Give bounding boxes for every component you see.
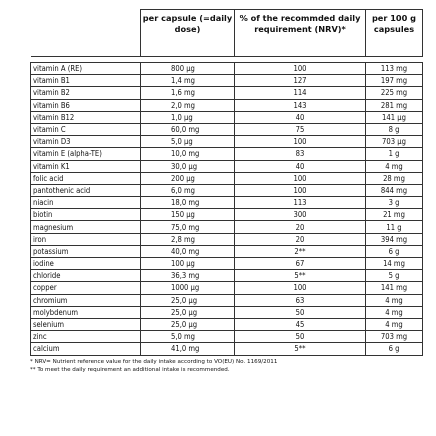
- header-per-100g: per 100 g capsules: [366, 10, 423, 57]
- dose-per-capsule: 200 µg: [141, 172, 235, 184]
- nutrient-name: vitamin E (alpha-TE): [31, 148, 141, 160]
- nrv-percent: 67: [235, 258, 366, 270]
- footnote-nrv: * NRV= Nutrient reference value for the daily intake according to VO(EU) No. 1169/2011: [30, 358, 278, 365]
- nutrient-name: pantothenic acid: [31, 184, 141, 196]
- nutrient-name: magnesium: [31, 221, 141, 233]
- amount-per-100g: 6 g: [366, 245, 423, 257]
- dose-per-capsule: 800 µg: [141, 63, 235, 75]
- dose-per-capsule: 41,0 mg: [141, 343, 235, 355]
- nutrient-name: vitamin B6: [31, 99, 141, 111]
- nrv-percent: 100: [235, 282, 366, 294]
- nrv-percent: 114: [235, 87, 366, 99]
- table-row: [31, 294, 423, 306]
- table-row: [31, 75, 423, 87]
- table-row: [31, 306, 423, 318]
- amount-per-100g: 703 mg: [366, 331, 423, 343]
- amount-per-100g: 6 g: [366, 343, 423, 355]
- dose-per-capsule: 5,0 mg: [141, 331, 235, 343]
- dose-per-capsule: 25,0 µg: [141, 294, 235, 306]
- table-row: [31, 99, 423, 111]
- amount-per-100g: 5 g: [366, 270, 423, 282]
- nrv-percent: 75: [235, 123, 366, 135]
- table-row: [31, 87, 423, 99]
- table-row: [31, 221, 423, 233]
- nutrient-name: vitamin K1: [31, 160, 141, 172]
- dose-per-capsule: 30,0 µg: [141, 160, 235, 172]
- nrv-percent: 40: [235, 111, 366, 123]
- dose-per-capsule: 2,8 mg: [141, 233, 235, 245]
- nutrient-name: potassium: [31, 245, 141, 257]
- amount-per-100g: 281 mg: [366, 99, 423, 111]
- dose-per-capsule: 25,0 µg: [141, 318, 235, 330]
- nutrient-name: folic acid: [31, 172, 141, 184]
- nrv-percent: 127: [235, 75, 366, 87]
- table-row: [31, 111, 423, 123]
- nrv-percent: 2**: [235, 245, 366, 257]
- table-row: [31, 331, 423, 343]
- nrv-percent: 50: [235, 306, 366, 318]
- table-row: [31, 318, 423, 330]
- nutrient-name: vitamin C: [31, 123, 141, 135]
- amount-per-100g: 141 mg: [366, 282, 423, 294]
- nutrition-table-container: [30, 9, 422, 374]
- dose-per-capsule: 25,0 µg: [141, 306, 235, 318]
- nrv-percent: 100: [235, 136, 366, 148]
- nutrient-name: vitamin B1: [31, 75, 141, 87]
- dose-per-capsule: 75,0 mg: [141, 221, 235, 233]
- amount-per-100g: 8 g: [366, 123, 423, 135]
- dose-per-capsule: 150 µg: [141, 209, 235, 221]
- nrv-percent: 50: [235, 331, 366, 343]
- nutrient-name: calcium: [31, 343, 141, 355]
- amount-per-100g: 703 µg: [366, 136, 423, 148]
- table-row: [31, 172, 423, 184]
- nrv-percent: 5**: [235, 343, 366, 355]
- nutrient-name: iron: [31, 233, 141, 245]
- nutrient-name: iodine: [31, 258, 141, 270]
- dose-per-capsule: 1,6 mg: [141, 87, 235, 99]
- nutrition-table: [30, 9, 423, 356]
- amount-per-100g: 197 mg: [366, 75, 423, 87]
- nrv-percent: 20: [235, 221, 366, 233]
- amount-per-100g: 225 mg: [366, 87, 423, 99]
- dose-per-capsule: 60,0 mg: [141, 123, 235, 135]
- header-blank-cell: [31, 10, 141, 57]
- amount-per-100g: 1 g: [366, 148, 423, 160]
- amount-per-100g: 14 mg: [366, 258, 423, 270]
- dose-per-capsule: 6,0 mg: [141, 184, 235, 196]
- nrv-percent: 20: [235, 233, 366, 245]
- dose-per-capsule: 1,0 µg: [141, 111, 235, 123]
- nutrient-rows: [31, 63, 423, 356]
- table-row: [31, 258, 423, 270]
- nrv-percent: 40: [235, 160, 366, 172]
- amount-per-100g: 141 µg: [366, 111, 423, 123]
- nutrient-name: vitamin B2: [31, 87, 141, 99]
- amount-per-100g: 4 mg: [366, 306, 423, 318]
- dose-per-capsule: 40,0 mg: [141, 245, 235, 257]
- header-row: [31, 10, 423, 57]
- dose-per-capsule: 18,0 mg: [141, 197, 235, 209]
- amount-per-100g: 21 mg: [366, 209, 423, 221]
- table-row: [31, 160, 423, 172]
- nutrient-name: chromium: [31, 294, 141, 306]
- dose-per-capsule: 5,0 µg: [141, 136, 235, 148]
- nutrient-name: zinc: [31, 331, 141, 343]
- amount-per-100g: 844 mg: [366, 184, 423, 196]
- nutrient-name: molybdenum: [31, 306, 141, 318]
- table-row: [31, 209, 423, 221]
- nrv-percent: 100: [235, 63, 366, 75]
- table-row: [31, 184, 423, 196]
- table-row: [31, 136, 423, 148]
- dose-per-capsule: 1000 µg: [141, 282, 235, 294]
- nrv-percent: 300: [235, 209, 366, 221]
- nrv-percent: 83: [235, 148, 366, 160]
- amount-per-100g: 3 g: [366, 197, 423, 209]
- nutrient-name: vitamin A (RE): [31, 63, 141, 75]
- amount-per-100g: 28 mg: [366, 172, 423, 184]
- dose-per-capsule: 1,4 mg: [141, 75, 235, 87]
- amount-per-100g: 4 mg: [366, 294, 423, 306]
- nrv-percent: 63: [235, 294, 366, 306]
- nrv-percent: 100: [235, 184, 366, 196]
- nutrient-name: biotin: [31, 209, 141, 221]
- footnote-additional-intake: ** To meet the daily requirement an additional intake is recommended.: [30, 366, 230, 373]
- footnotes: [30, 358, 422, 374]
- table-row: [31, 233, 423, 245]
- header-per-capsule: per capsule (=daily dose): [141, 10, 235, 57]
- dose-per-capsule: 10,0 mg: [141, 148, 235, 160]
- nutrient-name: vitamin D3: [31, 136, 141, 148]
- nutrient-name: copper: [31, 282, 141, 294]
- table-row: [31, 63, 423, 75]
- nrv-percent: 5**: [235, 270, 366, 282]
- amount-per-100g: 4 mg: [366, 160, 423, 172]
- table-row: [31, 197, 423, 209]
- amount-per-100g: 11 g: [366, 221, 423, 233]
- amount-per-100g: 4 mg: [366, 318, 423, 330]
- table-row: [31, 343, 423, 355]
- dose-per-capsule: 36,3 mg: [141, 270, 235, 282]
- nrv-percent: 113: [235, 197, 366, 209]
- header-nrv: % of the recommded daily requirement (NRV)*: [235, 10, 366, 57]
- table-row: [31, 282, 423, 294]
- dose-per-capsule: 2,0 mg: [141, 99, 235, 111]
- nrv-percent: 45: [235, 318, 366, 330]
- table-row: [31, 245, 423, 257]
- table-row: [31, 123, 423, 135]
- nrv-percent: 143: [235, 99, 366, 111]
- nutrient-name: selenium: [31, 318, 141, 330]
- nutrient-name: chloride: [31, 270, 141, 282]
- table-row: [31, 148, 423, 160]
- dose-per-capsule: 100 µg: [141, 258, 235, 270]
- nutrient-name: niacin: [31, 197, 141, 209]
- amount-per-100g: 113 mg: [366, 63, 423, 75]
- amount-per-100g: 394 mg: [366, 233, 423, 245]
- nrv-percent: 100: [235, 172, 366, 184]
- table-row: [31, 270, 423, 282]
- nutrient-name: vitamin B12: [31, 111, 141, 123]
